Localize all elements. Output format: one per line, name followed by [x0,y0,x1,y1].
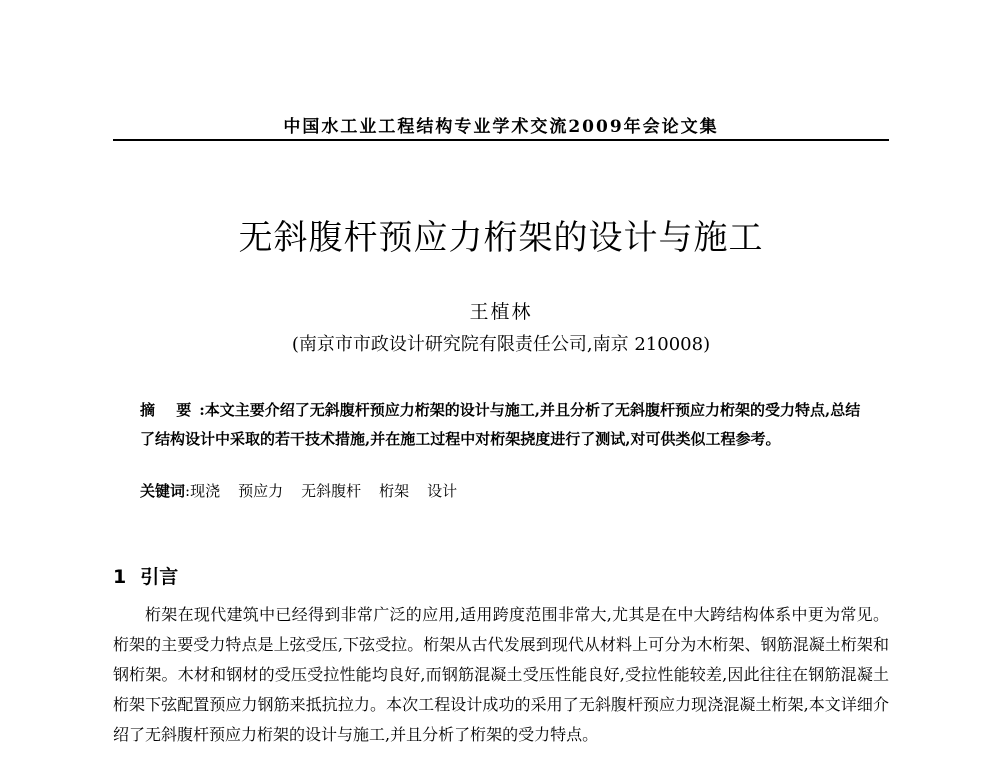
keyword: 桁架 [379,482,410,500]
keyword: 无斜腹杆 [301,482,362,500]
keywords-label: 关键词 [140,482,186,500]
section-number: 1 [113,566,127,588]
paper-title: 无斜腹杆预应力桁架的设计与施工 [238,218,764,258]
keyword: 设计 [427,482,458,500]
keywords-separator: : [185,482,191,500]
keyword: 现浇 [190,482,221,500]
author-affiliation: (南京市市政设计研究院有限责任公司,南京 210008) [291,334,711,355]
abstract-block [140,396,868,454]
header-rule [113,139,889,141]
abstract-label: 摘 要 [140,401,200,419]
running-head: 中国水工业工程结构专业学术交流2009年会论文集 [283,117,719,137]
abstract-text: :本文主要介绍了无斜腹杆预应力桁架的设计与施工,并且分析了无斜腹杆预应力桁架的受力特点,总结了结构设计中采取的若干技术措施,并在施工过程中对桁架挠度进行了测试,对可供类似工程参考。 [140,401,861,448]
section-title: 引言 [140,566,179,588]
keywords-block [140,480,868,502]
body-paragraph: 桁架在现代建筑中已经得到非常广泛的应用,适用跨度范围非常大,尤其是在中大跨结构体系中更为常见。桁架的主要受力特点是上弦受压,下弦受拉。桁架从古代发展到现代从材料上可分为木桁架、钢筋混凝土桁架和钢桁架。木材和钢材的受压受拉性能均良好,而钢筋混凝土受压性能良好,受拉性能较差,因此往往在钢筋混凝土桁架下弦配置预应力钢筋来抵抗拉力。本次工程设计成功的采用了无斜腹杆预应力现浇混凝土桁架,本文详细介绍了无斜腹杆预应力桁架的设计与施工,并且分析了桁架的受力特点。 [113,605,889,744]
section-heading [113,562,178,589]
keyword: 预应力 [238,482,284,500]
author-name: 王植林 [469,301,533,323]
